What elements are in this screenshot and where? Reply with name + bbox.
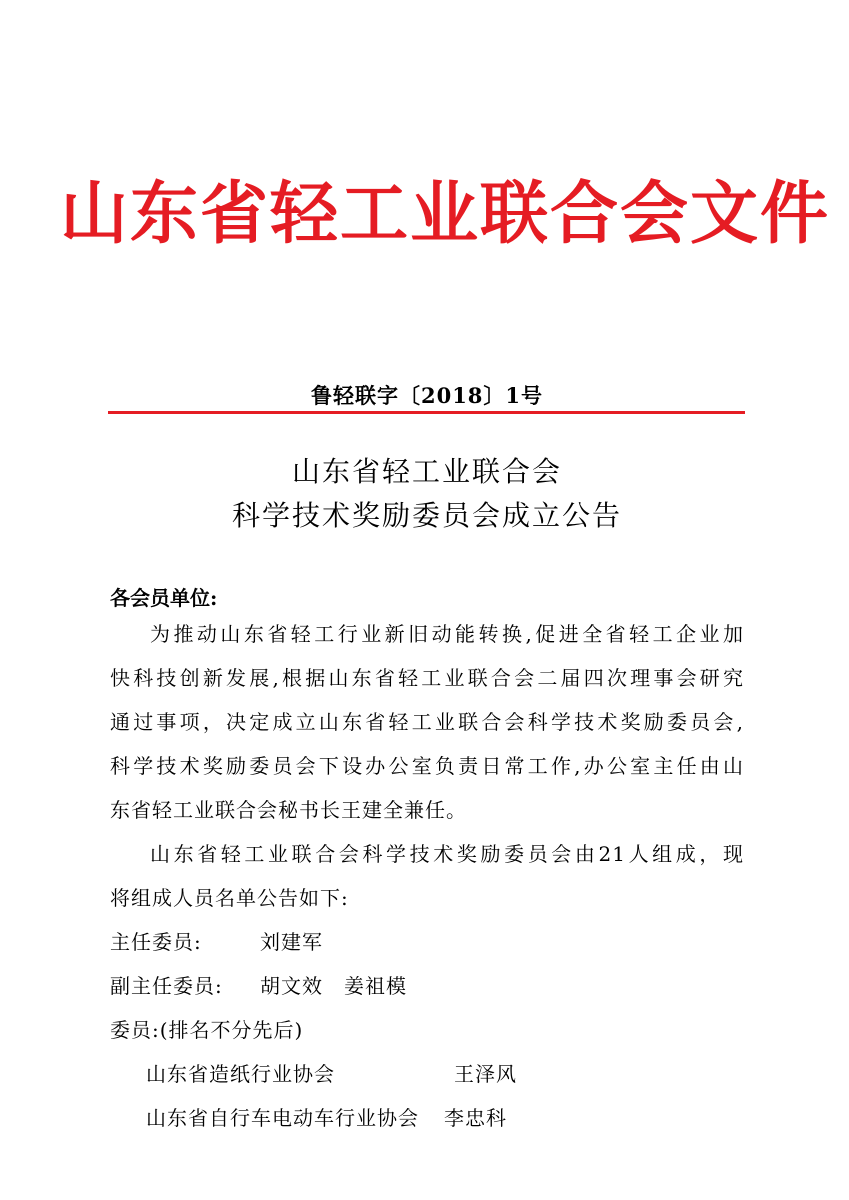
members-label: 委员:(排名不分先后) xyxy=(110,1018,304,1042)
masthead-title: 山东省轻工业联合会文件 xyxy=(60,175,831,254)
member-org: 山东省自行车电动车行业协会 xyxy=(146,1106,419,1130)
notice-title-line-2: 科学技术奖励委员会成立公告 xyxy=(231,499,622,532)
notice-title-line-1: 山东省轻工业联合会 xyxy=(291,455,562,488)
member-org: 山东省造纸行业协会 xyxy=(146,1062,335,1086)
paragraph-1-line-3: 通过事项，决定成立山东省轻工业联合会科学技术奖励委员会, xyxy=(110,710,744,734)
director-row xyxy=(110,928,744,956)
paragraph-1-line-5: 东省轻工业联合会秘书长王建全兼任。 xyxy=(110,798,467,822)
member-name: 李忠科 xyxy=(444,1106,507,1130)
director-label: 主任委员: xyxy=(110,930,202,954)
paragraph-1-line-1: 为推动山东省轻工行业新旧动能转换,促进全省轻工企业加 xyxy=(150,622,744,646)
deputy-names: 胡文效 姜祖模 xyxy=(260,974,407,998)
red-divider-line xyxy=(108,411,745,414)
document-number: 鲁轻联字〔2018〕1号 xyxy=(310,383,544,408)
director-name: 刘建军 xyxy=(260,930,323,954)
paragraph-2-line-2: 将组成人员名单公告如下: xyxy=(110,886,349,910)
member-name: 王泽风 xyxy=(454,1062,517,1086)
salutation: 各会员单位: xyxy=(110,586,218,610)
deputy-row xyxy=(110,972,744,1000)
paragraph-2-line-1: 山东省轻工业联合会科学技术奖励委员会由21人组成，现 xyxy=(150,842,744,866)
paragraph-1-line-4: 科学技术奖励委员会下设办公室负责日常工作,办公室主任由山 xyxy=(110,754,744,778)
paragraph-1-line-2: 快科技创新发展,根据山东省轻工业联合会二届四次理事会研究 xyxy=(110,666,744,690)
deputy-label: 副主任委员: xyxy=(110,974,223,998)
